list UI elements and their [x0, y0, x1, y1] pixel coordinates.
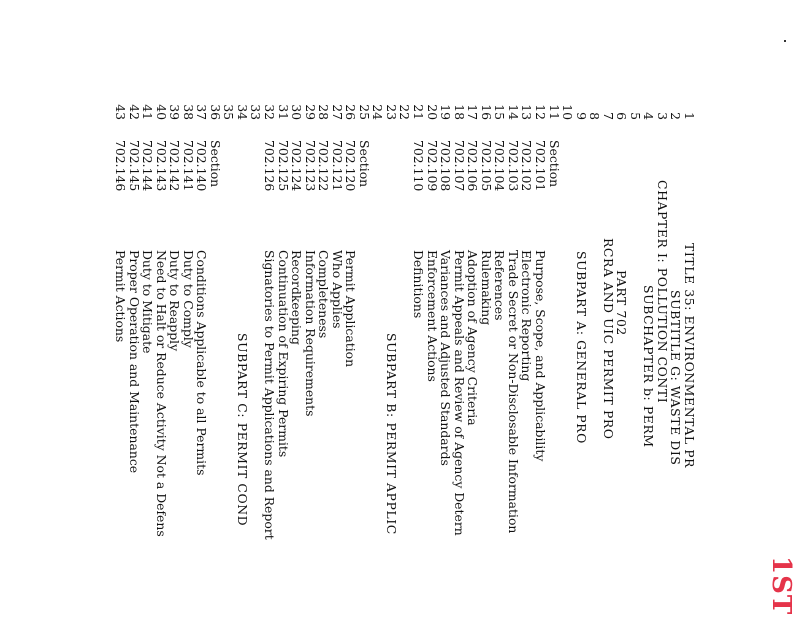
section-title: Definitions [411, 250, 427, 319]
section-number: 702.122 [316, 140, 332, 192]
line-number: 34 [234, 104, 250, 120]
section-number: 702.108 [438, 140, 454, 192]
doc-part: PART 702 [614, 270, 630, 336]
section-number: 702.125 [275, 140, 291, 192]
section-label-b: Section [356, 140, 372, 188]
section-title: Adoption of Agency Criteria [465, 250, 481, 426]
section-title: Purpose, Scope, and Applicability [532, 250, 548, 462]
line-number: 37 [194, 104, 210, 120]
first-reading-stamp: 1ST [766, 556, 796, 616]
section-number: 702.145 [126, 140, 142, 192]
line-number: 13 [519, 104, 535, 120]
line-number: 38 [180, 104, 196, 120]
section-number: 702.102 [519, 140, 535, 192]
section-title: Duty to Comply [180, 250, 196, 348]
line-number: 12 [532, 104, 548, 120]
section-label-c: Section [207, 140, 223, 188]
subpart-c-heading: SUBPART C: PERMIT COND [234, 333, 250, 527]
section-title: Permit Actions [113, 250, 128, 343]
line-number: 40 [153, 104, 169, 120]
section-title: Signatories to Permit Applications and Report [262, 250, 278, 540]
line-number: 3 [654, 112, 670, 120]
doc-chapter: CHAPTER I: POLLUTION CONTI [654, 180, 670, 404]
line-number: 26 [343, 104, 359, 120]
line-number: 16 [478, 104, 494, 120]
section-number: 702.144 [140, 140, 156, 192]
line-number: 7 [600, 112, 616, 120]
doc-subtitle: SUBTITLE G: WASTE DIS [668, 290, 684, 466]
section-number: 702.143 [153, 140, 169, 192]
section-number: 702.106 [465, 140, 481, 192]
section-title: Trade Secret or Non-Disclosable Information [505, 250, 521, 534]
section-title: Need to Halt or Reduce Activity Not a Defens [153, 250, 169, 537]
line-number: 4 [641, 112, 657, 120]
section-number: 702.140 [194, 140, 210, 192]
section-title: Variances and Adjusted Standards [438, 250, 454, 466]
section-number: 702.121 [329, 140, 345, 192]
section-title: Permit Application [343, 250, 359, 368]
line-number: 41 [140, 104, 156, 120]
line-number: 1 [682, 112, 697, 120]
section-number: 702.142 [167, 140, 183, 192]
section-number: 702.141 [180, 140, 196, 192]
line-number: 30 [289, 104, 305, 120]
line-number: 19 [438, 104, 454, 120]
section-number: 702.126 [262, 140, 278, 192]
section-title: Conditions Applicable to all Permits [194, 250, 210, 476]
line-number: 36 [207, 104, 223, 120]
section-label-a: Section [546, 140, 562, 188]
section-number: 702.103 [505, 140, 521, 192]
subpart-a-heading: SUBPART A: GENERAL PRO [573, 251, 589, 444]
line-number: 29 [302, 104, 318, 120]
section-number: 702.110 [411, 140, 427, 192]
line-number: 17 [465, 104, 481, 120]
line-number: 32 [262, 104, 278, 120]
line-number: 22 [397, 104, 413, 120]
scan-speck [784, 40, 786, 42]
section-title: Duty to Reapply [167, 250, 183, 352]
section-title: Who Applies [329, 250, 345, 329]
section-title: Duty to Mitigate [140, 250, 156, 354]
line-number: 43 [113, 104, 128, 120]
section-title: Information Requirements [302, 250, 318, 417]
line-number: 9 [573, 112, 589, 120]
doc-subchapter: SUBCHAPTER b: PERM [641, 285, 657, 448]
line-number: 8 [587, 112, 603, 120]
section-number: 702.109 [424, 140, 440, 192]
line-number: 21 [411, 104, 427, 120]
line-number: 11 [546, 104, 562, 120]
section-title: Rulemaking [478, 250, 494, 326]
line-number: 5 [627, 112, 643, 120]
doc-title: TITLE 35: ENVIRONMENTAL PR [682, 243, 697, 469]
line-number: 10 [560, 104, 576, 120]
section-title: Enforcement Actions [424, 250, 440, 382]
line-number: 14 [505, 104, 521, 120]
line-number: 18 [451, 104, 467, 120]
section-title: Continuation of Expiring Permits [275, 250, 291, 458]
line-number: 25 [356, 104, 372, 120]
line-number: 20 [424, 104, 440, 120]
section-title: Recordkeeping [289, 250, 305, 345]
line-number: 28 [316, 104, 332, 120]
section-number: 702.101 [532, 140, 548, 192]
line-number: 27 [329, 104, 345, 120]
line-number: 2 [668, 112, 684, 120]
line-number: 6 [614, 112, 630, 120]
section-number: 702.107 [451, 140, 467, 192]
section-number: 702.104 [492, 140, 508, 192]
line-number: 15 [492, 104, 508, 120]
subpart-b-heading: SUBPART B: PERMIT APPLIC [383, 333, 399, 535]
line-number: 35 [221, 104, 237, 120]
line-number: 24 [370, 104, 386, 120]
section-number: 702.123 [302, 140, 318, 192]
line-number: 31 [275, 104, 291, 120]
line-number: 39 [167, 104, 183, 120]
line-number: 23 [383, 104, 399, 120]
section-number: 702.146 [113, 140, 128, 192]
line-number: 42 [126, 104, 142, 120]
doc-part-title: RCRA AND UIC PERMIT PRO [600, 238, 616, 440]
section-title: References [492, 250, 508, 321]
section-title: Proper Operation and Maintenance [126, 250, 142, 474]
section-title: Electronic Reporting [519, 250, 535, 382]
line-number: 33 [248, 104, 264, 120]
section-title: Completeness [316, 250, 332, 339]
section-number: 702.120 [343, 140, 359, 192]
section-number: 702.105 [478, 140, 494, 192]
section-number: 702.124 [289, 140, 305, 192]
section-title: Permit Appeals and Review of Agency Detern [451, 250, 467, 536]
